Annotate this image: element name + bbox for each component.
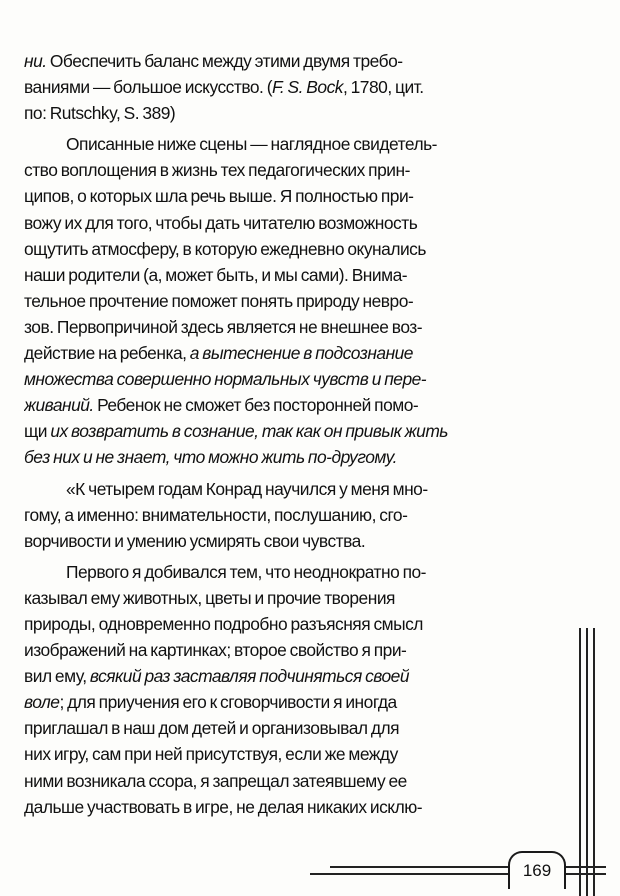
text-line	[24, 392, 568, 418]
text-run: дальше участвовать в игре, не делая никаких исклю-	[24, 796, 423, 817]
text-line	[24, 663, 568, 689]
text-line	[24, 183, 568, 209]
text-run: Описанные ниже сцены — наглядное свидетель-	[66, 134, 437, 155]
text-run: приглашал в наш дом детей и организовывал для	[24, 718, 400, 739]
margin-rule-outer	[579, 628, 581, 896]
text-line	[24, 559, 568, 585]
italic-text: живаний.	[24, 395, 94, 416]
text-line	[24, 689, 568, 715]
text-run: вожу их для того, чтобы дать читателю возможность	[24, 212, 418, 233]
body-text	[24, 48, 568, 820]
text-run: Обеспечить баланс между этими двумя требо-	[46, 51, 403, 71]
text-run: щи	[24, 421, 51, 442]
text-line	[24, 288, 568, 314]
page-number: 169	[508, 851, 566, 889]
text-line	[24, 157, 568, 183]
text-line	[24, 418, 568, 444]
footer-rule-lower	[310, 873, 508, 875]
footer-rule-upper	[330, 866, 508, 868]
text-run: наши родители (а, может быть, и мы сами). Внима-	[24, 264, 408, 285]
footer-rule-right-lower	[566, 873, 606, 875]
text-line	[24, 210, 568, 236]
text-line	[24, 585, 568, 611]
text-line	[24, 768, 568, 794]
text-line	[24, 48, 568, 74]
text-line	[24, 236, 568, 262]
text-run: ство воплощения в жизнь тех педагогических прин-	[24, 160, 410, 181]
text-run: гому, а именно: внимательности, послушанию, сго-	[24, 504, 408, 525]
italic-text: а вытеснение в подсознание	[189, 343, 413, 364]
text-line	[24, 476, 568, 502]
text-line	[24, 100, 568, 126]
text-line	[24, 794, 568, 820]
text-run: ними возникала ссора, я запрещал затеявшему ее	[24, 770, 407, 791]
text-run: тельное прочтение поможет понять природу невро-	[24, 290, 414, 311]
text-run: природы, одновременно подробно разъясняя смысл	[24, 613, 423, 634]
text-run: ; для приучения его к сговорчивости я иногда	[59, 692, 397, 713]
text-run: ваниями — большое искусство. (	[24, 77, 272, 98]
text-run: Ребенок не сможет без посторонней помо-	[93, 395, 419, 416]
text-run: по: Rutschky, S. 389)	[24, 103, 176, 124]
text-line	[24, 715, 568, 741]
text-line	[24, 528, 568, 554]
text-run: изображений на картинках; второе свойство я при-	[24, 640, 407, 661]
text-line	[24, 262, 568, 288]
text-run: зов. Первопричиной здесь является не внешнее воз-	[24, 316, 423, 337]
text-line	[24, 366, 568, 392]
margin-rule-mid	[586, 628, 588, 896]
text-run: Первого я добивался тем, что неоднократно по-	[66, 561, 426, 582]
italic-text: всякий раз заставляя подчиняться своей	[89, 666, 409, 687]
text-line	[24, 74, 568, 100]
text-line	[24, 131, 568, 157]
text-line	[24, 611, 568, 637]
text-run: действие на ребенка,	[24, 343, 190, 364]
italic-text: без них и не знает, что можно жить по-другому.	[24, 447, 397, 468]
italic-text: их возвратить в сознание, так как он привык жить	[50, 421, 448, 442]
margin-rule-inner	[593, 628, 595, 896]
text-line	[24, 637, 568, 663]
text-line	[24, 314, 568, 340]
text-run: ощутить атмосферу, в которую ежедневно окунались	[24, 238, 426, 259]
italic-text: F. S. Bock	[272, 77, 343, 98]
text-line	[24, 444, 568, 470]
text-line	[24, 340, 568, 366]
text-run: них игру, сам при ней присутствуя, если же между	[24, 744, 398, 765]
text-run: ципов, о которых шла речь выше. Я полностью при-	[24, 186, 414, 207]
italic-text: воле	[24, 692, 60, 713]
text-run: вил ему,	[24, 666, 90, 687]
text-line	[24, 502, 568, 528]
text-run: ворчивости и умению усмирять свои чувства.	[24, 530, 366, 551]
italic-text: множества совершенно нормальных чувств и пере-	[24, 369, 427, 390]
text-run: «К четырем годам Конрад научился у меня мно-	[66, 478, 428, 499]
footer-rule-right-upper	[566, 866, 606, 868]
text-line	[24, 741, 568, 767]
italic-text: ни.	[24, 51, 47, 71]
text-run: , 1780, цит.	[342, 77, 424, 98]
text-run: казывал ему животных, цветы и прочие творения	[24, 587, 395, 608]
